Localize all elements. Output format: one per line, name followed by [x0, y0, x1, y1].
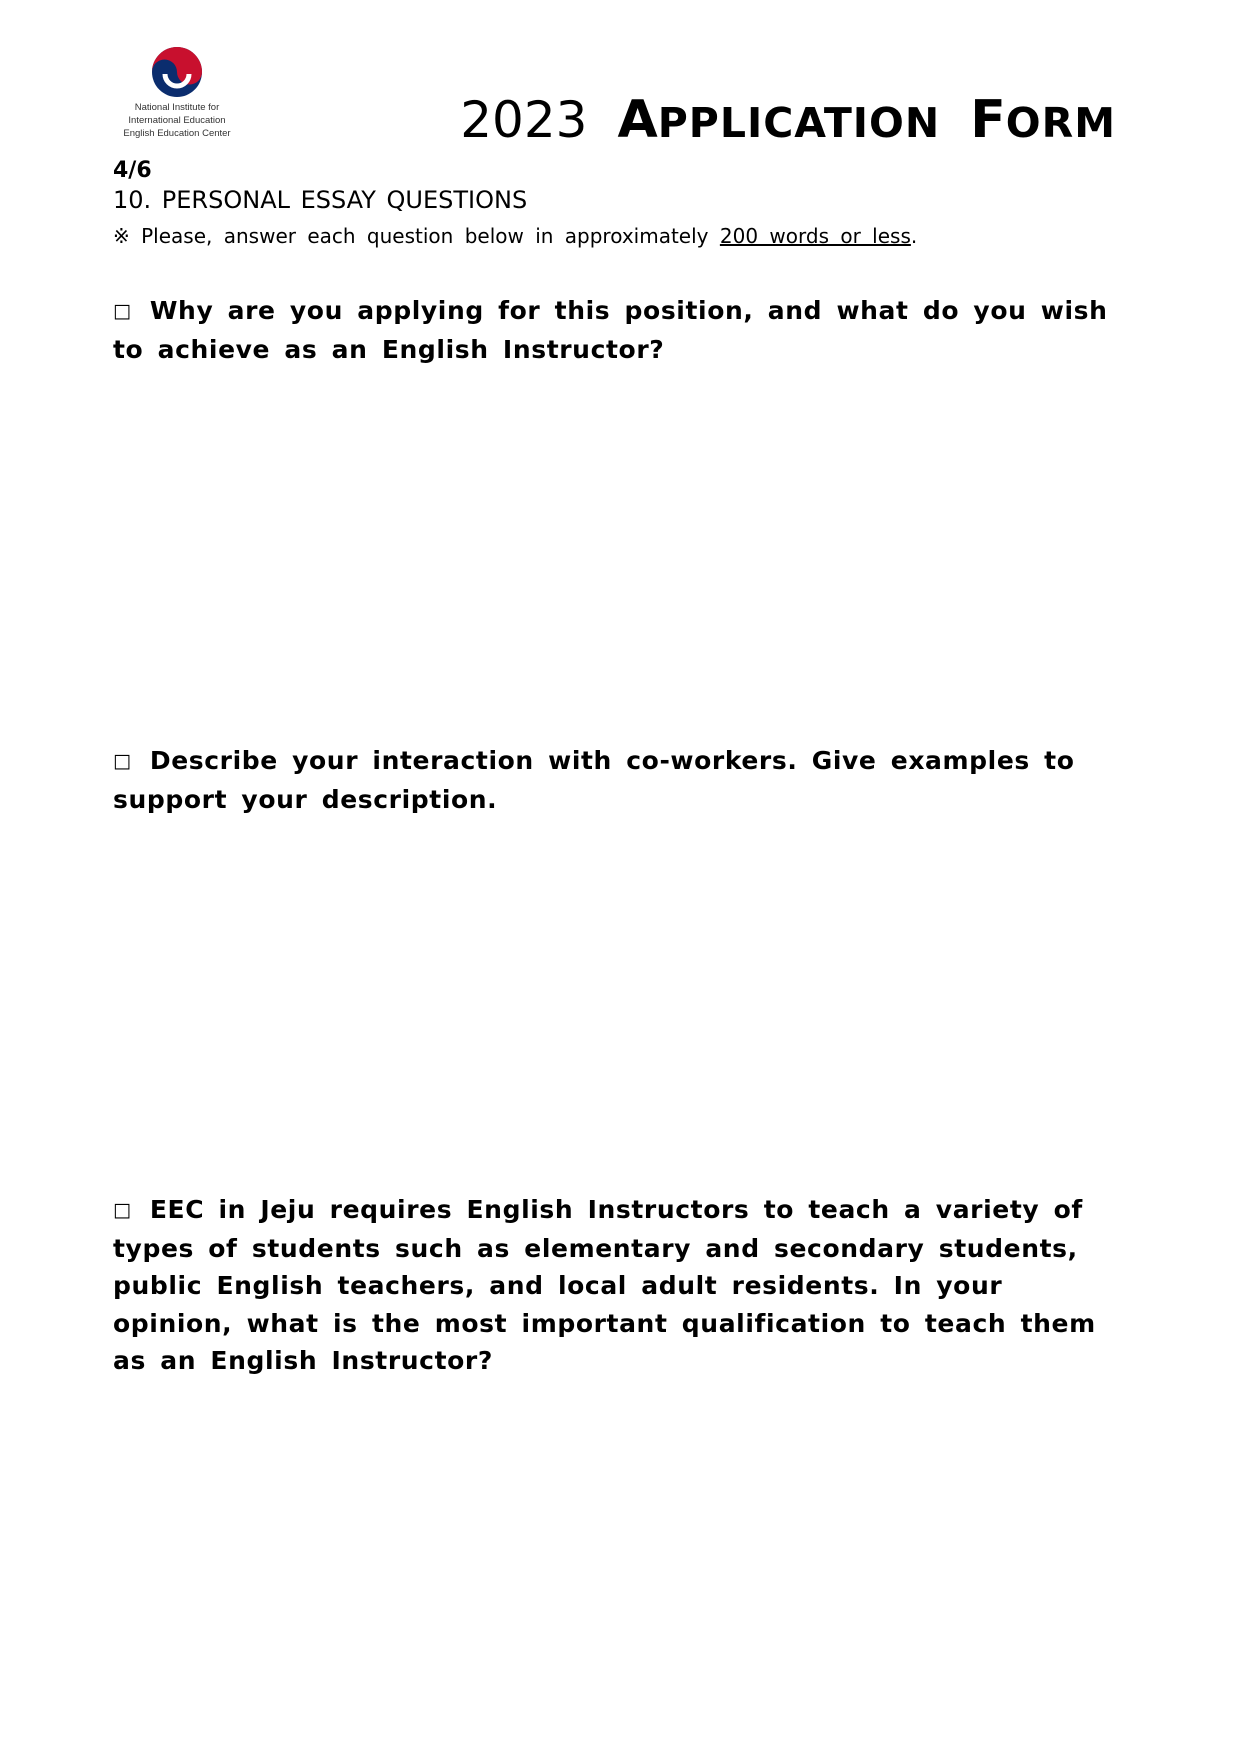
reference-mark-icon: ※	[113, 224, 130, 248]
instruction-lead: Please, answer each question below in approximately	[141, 224, 709, 248]
word-limit: 200 words or less	[719, 224, 911, 248]
title-word2-initial: F	[970, 90, 1006, 150]
form-title	[460, 90, 1116, 150]
logo-line-3: English Education Center	[123, 128, 231, 139]
instruction-end: .	[910, 224, 918, 248]
checkbox-bullet-icon: □	[113, 300, 132, 322]
question-text: Describe your interaction with co-workers. Give examples to support your description.	[113, 746, 1075, 814]
taeguk-emblem-icon	[151, 46, 203, 98]
section-title: 10. PERSONAL ESSAY QUESTIONS	[113, 186, 528, 214]
logo-caption	[108, 101, 246, 140]
title-word2-rest: ORM	[1005, 99, 1116, 147]
logo-line-2: International Education	[128, 115, 226, 126]
essay-question-2	[113, 742, 1123, 818]
instruction-text	[113, 224, 917, 248]
title-year: 2023	[460, 91, 588, 149]
checkbox-bullet-icon: □	[113, 1199, 132, 1221]
institution-logo	[108, 46, 246, 140]
title-word1-initial: A	[617, 90, 658, 150]
page-number: 4/6	[113, 158, 152, 183]
logo-line-1: National Institute for	[134, 102, 220, 113]
question-text: EEC in Jeju requires English Instructors to teach a variety of types of students such as elementary and secondary students, public English teachers, and local adult residents. In your opinion, what is the most important qualification to teach them as an English Instructor?	[113, 1195, 1096, 1375]
question-text: Why are you applying for this position, and what do you wish to achieve as an English Instructor?	[113, 296, 1108, 364]
essay-question-3	[113, 1191, 1123, 1380]
essay-question-1	[113, 292, 1123, 368]
checkbox-bullet-icon: □	[113, 750, 132, 772]
title-word1-rest: PPLICATION	[657, 99, 941, 147]
